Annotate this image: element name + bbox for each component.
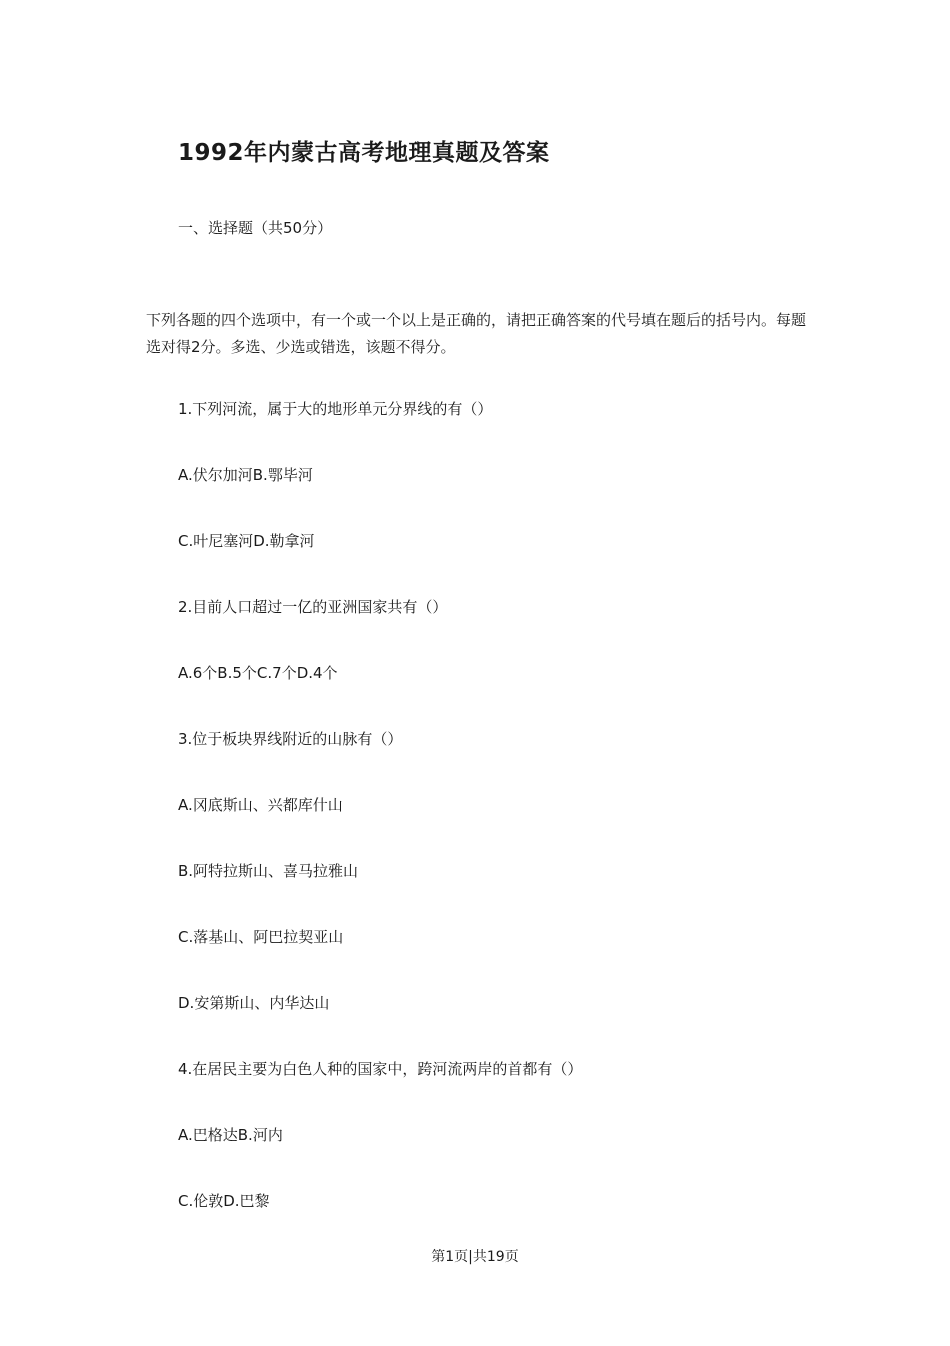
question-3: 3.位于板块界线附近的山脉有（） [178,730,403,748]
page-footer: 第1页|共19页 [431,1249,519,1265]
question-4-options-ab: A.巴格达B.河内 [178,1126,283,1144]
question-1-options-cd: C.叶尼塞河D.勒拿河 [178,532,315,550]
question-3-option-c: C.落基山、阿巴拉契亚山 [178,928,344,946]
question-1: 1.下列河流，属于大的地形单元分界线的有（） [178,400,493,418]
question-4-options-cd: C.伦敦D.巴黎 [178,1192,270,1210]
instructions-paragraph: 下列各题的四个选项中，有一个或一个以上是正确的，请把正确答案的代号填在题后的括号内。每题选对得2分。多选、少选或错选，该题不得分。 [146,311,807,356]
question-1-options-ab: A.伏尔加河B.鄂毕河 [178,466,313,484]
question-2: 2.目前人口超过一亿的亚洲国家共有（） [178,598,448,616]
question-3-option-b: B.阿特拉斯山、喜马拉雅山 [178,862,359,880]
question-3-option-d: D.安第斯山、内华达山 [178,994,330,1012]
question-4: 4.在居民主要为白色人种的国家中，跨河流两岸的首都有（） [178,1060,583,1078]
question-3-option-a: A.冈底斯山、兴都库什山 [178,796,343,814]
question-2-options: A.6个B.5个C.7个D.4个 [178,664,338,682]
section-heading: 一、选择题（共50分） [178,219,333,237]
document-title: 1992年内蒙古高考地理真题及答案 [178,140,550,166]
